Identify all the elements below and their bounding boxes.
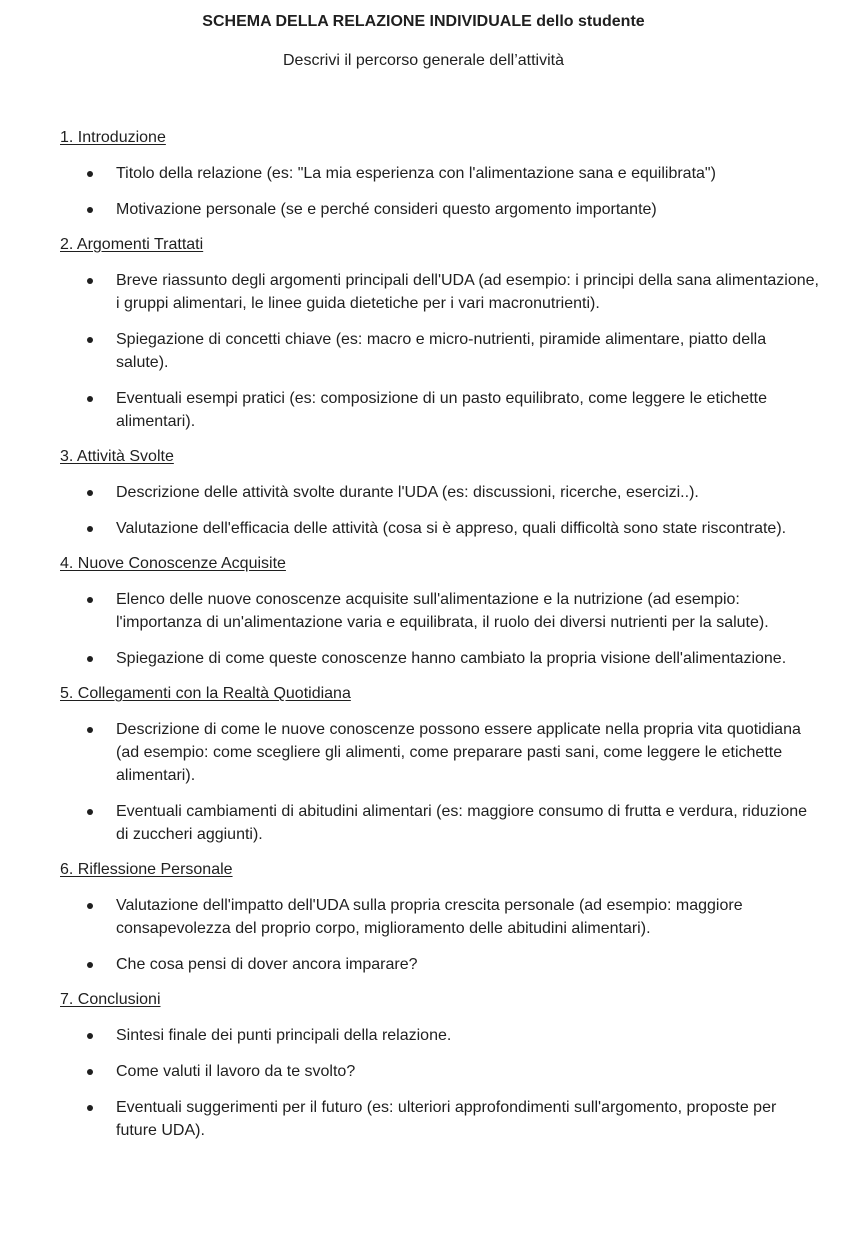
document-subtitle: Descrivi il percorso generale dell’attività xyxy=(282,52,564,69)
document-title: SCHEMA DELLA RELAZIONE INDIVIDUALE dello studente xyxy=(202,13,645,30)
list-item-text: Valutazione dell'efficacia delle attività (cosa si è appreso, quali difficoltà sono state riscontrate). xyxy=(116,520,787,537)
bullet-list xyxy=(60,269,820,433)
list-item-text: Descrizione delle attività svolte durante l'UDA (es: discussioni, ricerche, esercizi..). xyxy=(116,484,699,501)
list-item xyxy=(60,198,820,221)
bullet-list xyxy=(60,1024,820,1142)
list-item xyxy=(60,1024,820,1047)
list-item xyxy=(60,894,820,940)
list-item xyxy=(60,517,820,540)
bullet-icon xyxy=(87,1033,93,1039)
bullet-icon xyxy=(87,727,93,733)
bullet-icon xyxy=(87,1069,93,1075)
bullet-icon xyxy=(87,396,93,402)
list-item xyxy=(60,1060,820,1083)
bullet-icon xyxy=(87,903,93,909)
section-heading: 5. Collegamenti con la Realtà Quotidiana xyxy=(60,685,351,702)
list-item-text: Breve riassunto degli argomenti principali dell'UDA (ad esempio: i principi della sana alimentazione, i gruppi alimentari, le linee guida dietetiche per i vari macronutrienti). xyxy=(116,272,819,312)
section-heading: 2. Argomenti Trattati xyxy=(60,236,204,253)
bullet-list xyxy=(60,162,820,221)
section-heading: 4. Nuove Conoscenze Acquisite xyxy=(60,555,286,572)
list-item-text: Eventuali cambiamenti di abitudini alimentari (es: maggiore consumo di frutta e verdura, riduzione di zuccheri aggiunti). xyxy=(116,803,808,843)
list-item xyxy=(60,588,820,634)
list-item-text: Che cosa pensi di dover ancora imparare? xyxy=(116,956,418,973)
bullet-icon xyxy=(87,656,93,662)
list-item xyxy=(60,481,820,504)
list-item xyxy=(60,718,820,787)
bullet-icon xyxy=(87,278,93,284)
list-item-text: Come valuti il lavoro da te svolto? xyxy=(116,1063,356,1080)
bullet-icon xyxy=(87,809,93,815)
bullet-list xyxy=(60,481,820,540)
bullet-list xyxy=(60,894,820,976)
list-item-text: Motivazione personale (se e perché consideri questo argomento importante) xyxy=(116,201,657,218)
list-item xyxy=(60,269,820,315)
bullet-icon xyxy=(87,962,93,968)
list-item xyxy=(60,800,820,846)
bullet-icon xyxy=(87,1105,93,1111)
list-item-text: Eventuali suggerimenti per il futuro (es: ulteriori approfondimenti sull'argomento, proposte per future UDA). xyxy=(116,1099,777,1139)
bullet-icon xyxy=(87,597,93,603)
section-3 xyxy=(60,446,820,540)
list-item-text: Sintesi finale dei punti principali della relazione. xyxy=(116,1027,452,1044)
bullet-icon xyxy=(87,526,93,532)
section-2 xyxy=(60,234,820,433)
section-6 xyxy=(60,859,820,976)
section-heading: 3. Attività Svolte xyxy=(60,448,174,465)
list-item xyxy=(60,162,820,185)
section-heading: 7. Conclusioni xyxy=(60,991,161,1008)
bullet-list xyxy=(60,588,820,670)
section-1 xyxy=(60,127,820,221)
list-item-text: Titolo della relazione (es: "La mia esperienza con l'alimentazione sana e equilibrata") xyxy=(116,165,716,182)
list-item xyxy=(60,1096,820,1142)
list-item xyxy=(60,328,820,374)
list-item-text: Spiegazione di come queste conoscenze hanno cambiato la propria visione dell'alimentazione. xyxy=(116,650,787,667)
sections-container xyxy=(60,127,820,1155)
section-5 xyxy=(60,683,820,846)
bullet-icon xyxy=(87,207,93,213)
list-item-text: Elenco delle nuove conoscenze acquisite sull'alimentazione e la nutrizione (ad esempio: l'importanza di un'alimentazione varia e equilibrata, il ruolo dei diversi nutrienti per la salute). xyxy=(116,591,769,631)
bullet-icon xyxy=(87,490,93,496)
list-item-text: Valutazione dell'impatto dell'UDA sulla propria crescita personale (ad esempio: maggiore consapevolezza del proprio corpo, miglioramento delle abitudini alimentari). xyxy=(116,897,743,937)
list-item xyxy=(60,647,820,670)
section-7 xyxy=(60,989,820,1142)
list-item-text: Spiegazione di concetti chiave (es: macro e micro-nutrienti, piramide alimentare, piatto della salute). xyxy=(116,331,767,371)
list-item-text: Descrizione di come le nuove conoscenze possono essere applicate nella propria vita quotidiana (ad esempio: come scegliere gli alimenti, come preparare pasti sani, come leggere le etichette alimentari). xyxy=(116,721,801,784)
section-heading: 1. Introduzione xyxy=(60,129,166,146)
list-item xyxy=(60,953,820,976)
list-item-text: Eventuali esempi pratici (es: composizione di un pasto equilibrato, come leggere le etichette alimentari). xyxy=(116,390,768,430)
section-4 xyxy=(60,553,820,670)
bullet-list xyxy=(60,718,820,846)
bullet-icon xyxy=(87,171,93,177)
list-item xyxy=(60,387,820,433)
bullet-icon xyxy=(87,337,93,343)
section-heading: 6. Riflessione Personale xyxy=(60,861,233,878)
